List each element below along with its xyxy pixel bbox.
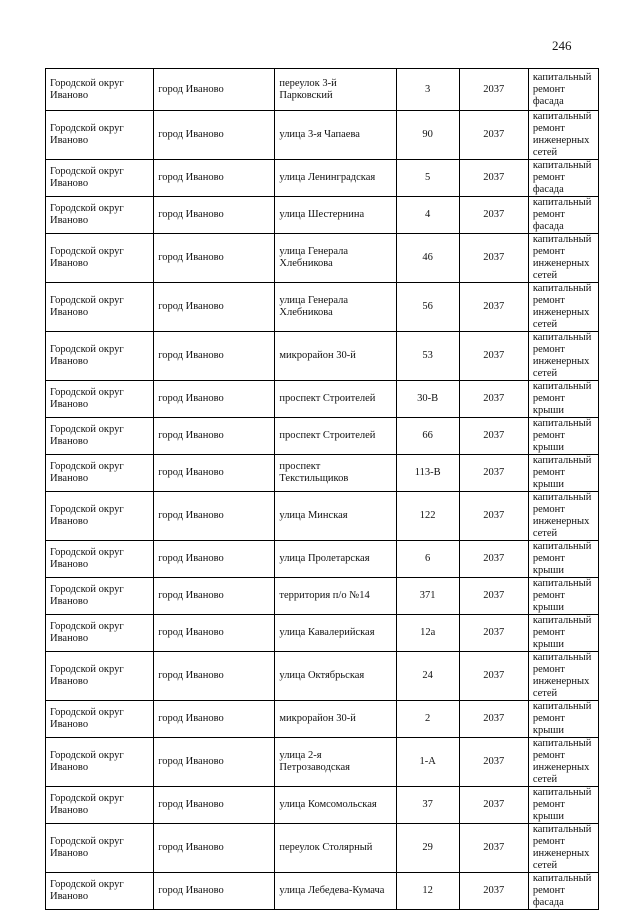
street-cell: улица Минская [275,492,396,541]
street-cell: переулок 3-й Парковский [275,69,396,111]
street-cell: улица Генерала Хлебникова [275,234,396,283]
work-type-cell: капитальный ремонт инженерных сетей [528,283,598,332]
table-row [46,541,599,578]
house-number-cell: 53 [396,332,459,381]
city-cell: город Иваново [154,455,275,492]
table-row [46,160,599,197]
okrug-cell: Городской округ Иваново [46,381,154,418]
table-row [46,381,599,418]
house-number-cell: 56 [396,283,459,332]
city-cell: город Иваново [154,381,275,418]
work-type-cell: капитальный ремонт крыши [528,381,598,418]
table-row [46,701,599,738]
house-number-cell: 12а [396,615,459,652]
okrug-cell: Городской округ Иваново [46,824,154,873]
year-cell: 2037 [459,234,528,283]
register-table [45,68,599,910]
street-cell: улица 2-я Петрозаводская [275,738,396,787]
table-row [46,738,599,787]
city-cell: город Иваново [154,283,275,332]
okrug-cell: Городской округ Иваново [46,160,154,197]
year-cell: 2037 [459,283,528,332]
table-row [46,578,599,615]
work-type-cell: капитальный ремонт фасада [528,873,598,910]
work-type-cell: капитальный ремонт инженерных сетей [528,652,598,701]
house-number-cell: 2 [396,701,459,738]
house-number-cell: 90 [396,111,459,160]
city-cell: город Иваново [154,234,275,283]
city-cell: город Иваново [154,160,275,197]
okrug-cell: Городской округ Иваново [46,541,154,578]
table-row [46,492,599,541]
house-number-cell: 3 [396,69,459,111]
work-type-cell: капитальный ремонт инженерных сетей [528,111,598,160]
year-cell: 2037 [459,738,528,787]
okrug-cell: Городской округ Иваново [46,615,154,652]
house-number-cell: 46 [396,234,459,283]
table-row [46,234,599,283]
city-cell: город Иваново [154,873,275,910]
work-type-cell: капитальный ремонт крыши [528,418,598,455]
house-number-cell: 113-В [396,455,459,492]
city-cell: город Иваново [154,824,275,873]
okrug-cell: Городской округ Иваново [46,332,154,381]
house-number-cell: 122 [396,492,459,541]
house-number-cell: 12 [396,873,459,910]
okrug-cell: Городской округ Иваново [46,283,154,332]
street-cell: территория п/о №14 [275,578,396,615]
year-cell: 2037 [459,615,528,652]
street-cell: проспект Текстильщиков [275,455,396,492]
okrug-cell: Городской округ Иваново [46,787,154,824]
city-cell: город Иваново [154,578,275,615]
street-cell: улица Октябрьская [275,652,396,701]
table-row [46,332,599,381]
city-cell: город Иваново [154,787,275,824]
table-row [46,197,599,234]
city-cell: город Иваново [154,492,275,541]
house-number-cell: 24 [396,652,459,701]
work-type-cell: капитальный ремонт крыши [528,615,598,652]
street-cell: улица Комсомольская [275,787,396,824]
okrug-cell: Городской округ Иваново [46,455,154,492]
table-row [46,455,599,492]
table-row [46,283,599,332]
street-cell: улица Лебедева-Кумача [275,873,396,910]
city-cell: город Иваново [154,418,275,455]
okrug-cell: Городской округ Иваново [46,418,154,455]
street-cell: микрорайон 30-й [275,701,396,738]
year-cell: 2037 [459,160,528,197]
year-cell: 2037 [459,111,528,160]
house-number-cell: 5 [396,160,459,197]
street-cell: переулок Столярный [275,824,396,873]
year-cell: 2037 [459,824,528,873]
work-type-cell: капитальный ремонт инженерных сетей [528,332,598,381]
work-type-cell: капитальный ремонт фасада [528,197,598,234]
okrug-cell: Городской округ Иваново [46,873,154,910]
year-cell: 2037 [459,787,528,824]
street-cell: улица 3-я Чапаева [275,111,396,160]
work-type-cell: капитальный ремонт инженерных сетей [528,738,598,787]
work-type-cell: капитальный ремонт инженерных сетей [528,492,598,541]
year-cell: 2037 [459,541,528,578]
okrug-cell: Городской округ Иваново [46,701,154,738]
table-row [46,873,599,910]
okrug-cell: Городской округ Иваново [46,738,154,787]
street-cell: микрорайон 30-й [275,332,396,381]
street-cell: улица Генерала Хлебникова [275,283,396,332]
work-type-cell: капитальный ремонт инженерных сетей [528,824,598,873]
street-cell: улица Пролетарская [275,541,396,578]
house-number-cell: 66 [396,418,459,455]
city-cell: город Иваново [154,111,275,160]
okrug-cell: Городской округ Иваново [46,492,154,541]
year-cell: 2037 [459,701,528,738]
street-cell: улица Шестернина [275,197,396,234]
work-type-cell: капитальный ремонт фасада [528,160,598,197]
year-cell: 2037 [459,578,528,615]
street-cell: проспект Строителей [275,418,396,455]
page-number: 246 [552,38,572,53]
city-cell: город Иваново [154,332,275,381]
work-type-cell: капитальный ремонт крыши [528,787,598,824]
house-number-cell: 1-А [396,738,459,787]
house-number-cell: 371 [396,578,459,615]
table-row [46,111,599,160]
table-row [46,418,599,455]
work-type-cell: капитальный ремонт крыши [528,578,598,615]
house-number-cell: 37 [396,787,459,824]
year-cell: 2037 [459,69,528,111]
year-cell: 2037 [459,873,528,910]
year-cell: 2037 [459,652,528,701]
house-number-cell: 4 [396,197,459,234]
house-number-cell: 6 [396,541,459,578]
house-number-cell: 30-В [396,381,459,418]
year-cell: 2037 [459,492,528,541]
table-row [46,824,599,873]
city-cell: город Иваново [154,541,275,578]
work-type-cell: капитальный ремонт крыши [528,701,598,738]
city-cell: город Иваново [154,197,275,234]
city-cell: город Иваново [154,652,275,701]
street-cell: проспект Строителей [275,381,396,418]
city-cell: город Иваново [154,701,275,738]
year-cell: 2037 [459,381,528,418]
work-type-cell: капитальный ремонт фасада [528,69,598,111]
street-cell: улица Ленинградская [275,160,396,197]
city-cell: город Иваново [154,738,275,787]
okrug-cell: Городской округ Иваново [46,234,154,283]
okrug-cell: Городской округ Иваново [46,69,154,111]
street-cell: улица Кавалерийская [275,615,396,652]
work-type-cell: капитальный ремонт крыши [528,541,598,578]
okrug-cell: Городской округ Иваново [46,111,154,160]
okrug-cell: Городской округ Иваново [46,578,154,615]
year-cell: 2037 [459,332,528,381]
table-row [46,615,599,652]
table-body [46,69,599,910]
city-cell: город Иваново [154,615,275,652]
table-row [46,787,599,824]
year-cell: 2037 [459,197,528,234]
year-cell: 2037 [459,418,528,455]
work-type-cell: капитальный ремонт инженерных сетей [528,234,598,283]
okrug-cell: Городской округ Иваново [46,197,154,234]
city-cell: город Иваново [154,69,275,111]
table-row [46,652,599,701]
work-type-cell: капитальный ремонт крыши [528,455,598,492]
table-row [46,69,599,111]
okrug-cell: Городской округ Иваново [46,652,154,701]
house-number-cell: 29 [396,824,459,873]
year-cell: 2037 [459,455,528,492]
